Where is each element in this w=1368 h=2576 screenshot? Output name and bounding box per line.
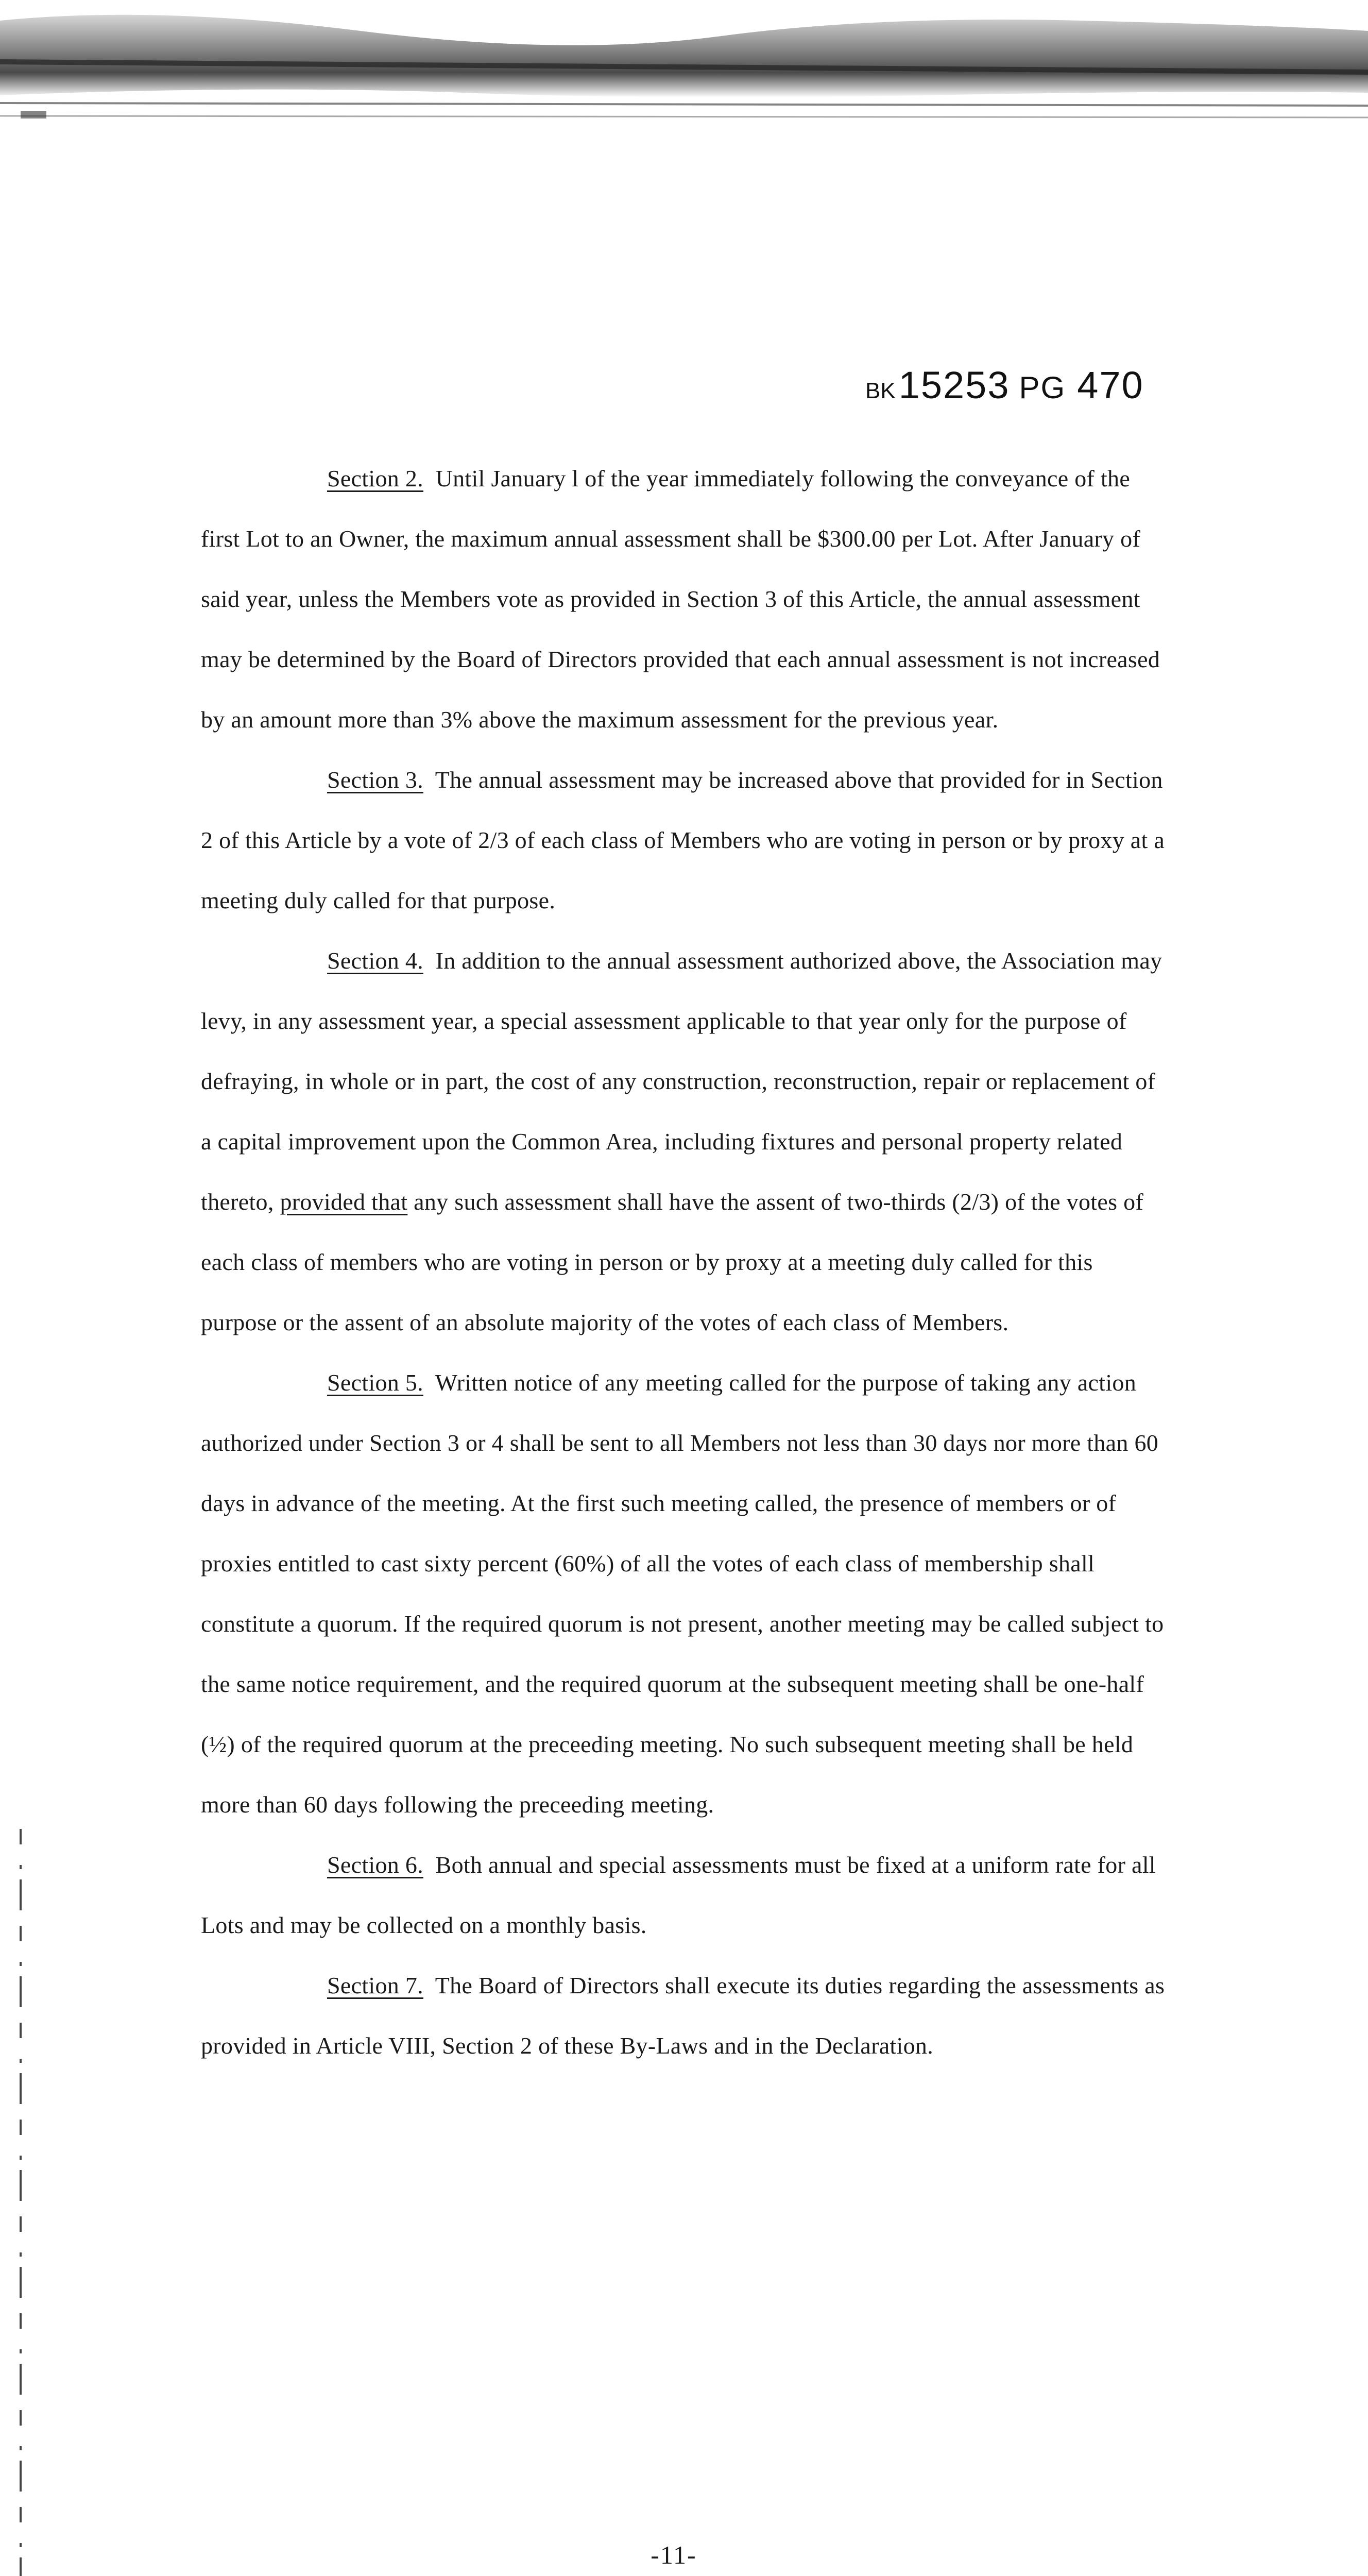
- section-heading: Section 6.: [327, 1852, 423, 1878]
- scan-margin-marks: [0, 1829, 41, 2576]
- scan-noise-top: [0, 0, 1368, 118]
- section-text: The Board of Directors shall execute its duties regarding the assessments as provided in Article VIII, Section 2 of these By-Laws and in the Declaration.: [201, 1972, 1165, 2059]
- section-heading: Section 5.: [327, 1369, 423, 1396]
- underlined-phrase: provided that: [280, 1189, 408, 1215]
- section-text: Both annual and special assessments must be fixed at a uniform rate for all Lots and may be collected on a monthly basis.: [201, 1852, 1156, 1938]
- section-7-paragraph: [201, 1955, 1169, 2076]
- section-text: Until January l of the year immediately following the conveyance of the first Lot to an Owner, the maximum annual assessment shall be $300.00 per Lot. After January of said year, unless the Members vote as provided in Section 3 of this Article, the annual assessment may be determined by the Board of Directors provided that each annual assessment is not increased by an amount more than 3% above the maximum assessment for the previous year.: [201, 465, 1160, 733]
- page-label: -11-: [651, 2540, 697, 2569]
- section-heading: Section 2.: [327, 465, 423, 492]
- section-heading: Section 7.: [327, 1972, 423, 1998]
- section-text: Written notice of any meeting called for the purpose of taking any action authorized under Section 3 or 4 shall be sent to all Members not less than 30 days nor more than 60 days in advance of the meeting. At the first such meeting called, the presence of members or of proxies entitled to cast sixty percent (60%) of all the votes of each class of membership shall constitute a quorum. If the required quorum is not present, another meeting may be called subject to the same notice requirement, and the required quorum at the subsequent meeting shall be one-half (½) of the required quorum at the preceeding meeting. No such subsequent meeting shall be held more than 60 days following the preceeding meeting.: [201, 1369, 1164, 1818]
- section-heading: Section 4.: [327, 947, 423, 974]
- book-page-reference: [865, 363, 1144, 407]
- book-prefix: BK: [865, 378, 896, 403]
- section-text: The annual assessment may be increased above that provided for in Section 2 of this Article by a vote of 2/3 of each class of Members who are voting in person or by proxy at a meeting duly called for that purpose.: [201, 767, 1165, 913]
- book-number: 15253: [898, 364, 1010, 406]
- section-6-paragraph: [201, 1835, 1169, 1955]
- section-2-paragraph: [201, 448, 1169, 750]
- section-5-paragraph: [201, 1352, 1169, 1835]
- section-4-paragraph: [201, 930, 1169, 1352]
- section-text-continued: any such assessment shall have the assent of two-thirds (2/3) of the votes of each class of members who are voting in person or by proxy at a meeting duly called for this purpose or the assent of an absolute majority of the votes of each class of Members.: [201, 1189, 1144, 1335]
- page-prefix: PG: [1019, 370, 1066, 405]
- section-heading: Section 3.: [327, 767, 423, 793]
- page-footer: [0, 2540, 1368, 2570]
- section-3-paragraph: [201, 750, 1169, 930]
- document-body: [201, 448, 1169, 2076]
- recorded-page-number: 470: [1077, 364, 1144, 406]
- section-text: In addition to the annual assessment authorized above, the Association may levy, in any assessment year, a special assessment applicable to that year only for the purpose of defraying, in whole or in part, the cost of any construction, reconstruction, repair or replacement of a capital improvement upon the Common Area, including fixtures and personal property related thereto,: [201, 947, 1162, 1215]
